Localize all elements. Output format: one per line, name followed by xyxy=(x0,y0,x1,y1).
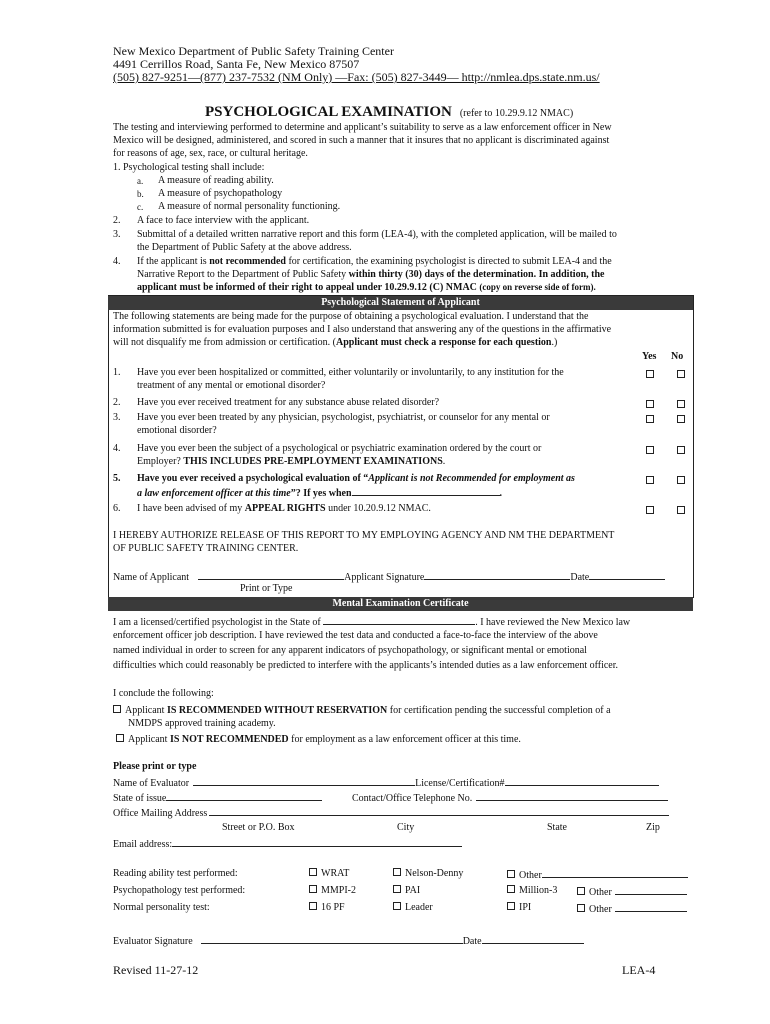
checkbox[interactable] xyxy=(309,868,317,876)
reading-test-label: Reading ability test performed: xyxy=(113,868,238,879)
req-3-cont: the Department of Public Safety at the above address. xyxy=(137,242,352,253)
req-4-cont: Narrative Report to the Department of Public Safety within thirty (30) days of the determination. In addition, the xyxy=(137,269,605,280)
mmpi-option[interactable]: MMPI-2 xyxy=(309,885,356,896)
req-1: 1. Psychological testing shall include: xyxy=(113,162,265,173)
conclude-label: I conclude the following: xyxy=(113,688,214,699)
req-1c: A measure of normal personality functioning. xyxy=(158,201,341,212)
q5-no-checkbox[interactable] xyxy=(677,476,685,484)
org-address: 4491 Cerrillos Road, Santa Fe, New Mexico 87507 xyxy=(113,57,360,71)
statement-text: information submitted is for evaluation purposes and I also understand that answering any of the questions in the affirmative xyxy=(113,324,612,335)
q4-yes-checkbox[interactable] xyxy=(646,446,654,454)
checkbox[interactable] xyxy=(507,885,515,893)
personality-other-option[interactable]: Other xyxy=(577,902,687,915)
address-field[interactable] xyxy=(209,806,669,816)
checkbox[interactable] xyxy=(507,902,515,910)
question-5-cont: a law enforcement officer at this time”? If yes when . xyxy=(137,488,503,499)
req-4: If the applicant is not recommended for certification, the examining psychologist is directed to submit LEA-4 and the xyxy=(137,256,612,267)
certificate-heading: Mental Examination Certificate xyxy=(108,597,693,611)
intro-line: The testing and interviewing performed to determine and applicant’s suitability to serve as a law enforcement officer in New xyxy=(113,122,612,133)
req-2: A face to face interview with the applicant. xyxy=(137,215,310,226)
question-4-cont: Employer? THIS INCLUDES PRE-EMPLOYMENT EXAMINATIONS. xyxy=(137,456,446,467)
q-num: 2. xyxy=(113,397,121,408)
req-letter: c. xyxy=(137,202,144,212)
q3-no-checkbox[interactable] xyxy=(677,415,685,423)
license-number-field[interactable] xyxy=(505,776,659,786)
personality-test-label: Normal personality test: xyxy=(113,902,210,913)
question-2: Have you ever received treatment for any substance abuse related disorder? xyxy=(137,397,440,408)
q1-yes-checkbox[interactable] xyxy=(646,370,654,378)
q4-no-checkbox[interactable] xyxy=(677,446,685,454)
cert-line: I am a licensed/certified psychologist in the State of . I have reviewed the New Mexico law xyxy=(113,617,631,628)
psycho-other-option[interactable]: Other xyxy=(577,885,687,898)
16pf-option[interactable]: 16 PF xyxy=(309,902,345,913)
q-num: 1. xyxy=(113,367,121,378)
recommended-checkbox[interactable] xyxy=(113,705,121,713)
form-number: LEA-4 xyxy=(622,963,656,977)
q5-yes-checkbox[interactable] xyxy=(646,476,654,484)
intro-line: for reasons of age, sex, race, or cultural heritage. xyxy=(113,148,308,159)
checkbox[interactable] xyxy=(393,902,401,910)
q1-no-checkbox[interactable] xyxy=(677,370,685,378)
req-letter: b. xyxy=(137,189,144,199)
statement-text: The following statements are being made for the purpose of obtaining a psychological evaluation. I understand that the xyxy=(113,311,589,322)
question-4: Have you ever been the subject of a psychological or psychiatric examination ordered by the court or xyxy=(137,443,542,454)
state-issue-field[interactable] xyxy=(166,791,322,801)
title-ref: (refer to 10.29.9.12 NMAC) xyxy=(459,108,574,119)
ipi-option[interactable]: IPI xyxy=(507,902,531,913)
zip-label: Zip xyxy=(646,822,660,833)
checkbox[interactable] xyxy=(507,870,515,878)
cert-line: named individual in order to screen for any apparent indicators of psychopathology, or significant mental or emotional xyxy=(113,645,587,656)
email-row: Email address: xyxy=(113,837,462,850)
no-header: No xyxy=(671,351,684,362)
phone-field[interactable] xyxy=(476,791,668,801)
million-option[interactable]: Million-3 xyxy=(507,885,557,896)
phone-row: Contact/Office Telephone No. xyxy=(352,791,668,804)
yes-header: Yes xyxy=(642,351,657,362)
applicant-name-field[interactable] xyxy=(198,570,344,580)
not-recommended-checkbox[interactable] xyxy=(116,734,124,742)
checkbox[interactable] xyxy=(577,887,585,895)
state-label: State xyxy=(547,822,567,833)
applicant-date-field[interactable] xyxy=(589,570,665,580)
req-letter: a. xyxy=(137,176,144,186)
personality-other-field[interactable] xyxy=(615,902,687,912)
q2-yes-checkbox[interactable] xyxy=(646,400,654,408)
question-6: I have been advised of my APPEAL RIGHTS under 10.20.9.12 NMAC. xyxy=(137,503,431,514)
q2-no-checkbox[interactable] xyxy=(677,400,685,408)
authorization-text: OF PUBLIC SAFETY TRAINING CENTER. xyxy=(113,543,299,554)
org-name: New Mexico Department of Public Safety Training Center xyxy=(113,44,394,58)
q6-no-checkbox[interactable] xyxy=(677,506,685,514)
print-type-label: Print or Type xyxy=(240,583,293,594)
q3-yes-checkbox[interactable] xyxy=(646,415,654,423)
q-num: 6. xyxy=(113,503,121,514)
req-num: 3. xyxy=(113,229,121,240)
recommended-option[interactable]: Applicant IS RECOMMENDED WITHOUT RESERVATION for certification pending the successful completion of a xyxy=(113,705,611,716)
q-num: 4. xyxy=(113,443,121,454)
address-row: Office Mailing Address xyxy=(113,806,669,819)
nelson-denny-option[interactable]: Nelson-Denny xyxy=(393,868,463,879)
recommended-option-cont: NMDPS approved training academy. xyxy=(128,718,276,729)
reading-other-field[interactable] xyxy=(542,868,688,878)
req-4-appeal: applicant must be informed of their right to appeal under 10.29.9.12 (C) NMAC (copy on reverse side of form). xyxy=(137,282,596,293)
section-border xyxy=(693,295,694,598)
evaluator-signature-field[interactable] xyxy=(201,934,463,944)
q5-when-field[interactable] xyxy=(352,486,500,496)
question-3: Have you ever been treated by any physician, psychologist, psychiatrist, or counselor for any mental or xyxy=(137,412,550,423)
form-title xyxy=(205,103,573,121)
evaluator-name-row: Name of Evaluator License/Certification# xyxy=(113,776,659,789)
question-1-cont: treatment of any mental or emotional disorder? xyxy=(137,380,326,391)
section-border xyxy=(108,295,109,598)
req-1a: A measure of reading ability. xyxy=(158,175,274,186)
psycho-other-field[interactable] xyxy=(615,885,687,895)
evaluator-date-field[interactable] xyxy=(482,934,584,944)
q-num: 3. xyxy=(113,412,121,423)
city-label: City xyxy=(397,822,415,833)
cert-line: enforcement officer job description. I have reviewed the test data and conducted a face-to-face the interview of the above xyxy=(113,630,598,641)
pai-option[interactable]: PAI xyxy=(393,885,420,896)
req-1b: A measure of psychopathology xyxy=(158,188,283,199)
revised-date: Revised 11-27-12 xyxy=(113,963,199,977)
psychopathology-test-label: Psychopathology test performed: xyxy=(113,885,246,896)
applicant-signature-field[interactable] xyxy=(424,570,570,580)
evaluator-signature-row: Evaluator Signature Date xyxy=(113,934,584,947)
q6-yes-checkbox[interactable] xyxy=(646,506,654,514)
authorization-text: I HEREBY AUTHORIZE RELEASE OF THIS REPORT TO MY EMPLOYING AGENCY AND NM THE DEPARTMENT xyxy=(113,530,615,541)
question-5: Have you ever received a psychological evaluation of “Applicant is not Recommended for employment as xyxy=(137,473,575,484)
title-main: PSYCHOLOGICAL EXAMINATION xyxy=(205,104,452,120)
statement-text: will not disqualify me from admission or certification. (Applicant must check a response for each question.) xyxy=(113,337,558,348)
statement-heading: Psychological Statement of Applicant xyxy=(108,296,693,310)
req-num: 4. xyxy=(113,256,121,267)
reading-other-option[interactable]: Other xyxy=(507,868,688,881)
street-label: Street or P.O. Box xyxy=(222,822,295,833)
q-num: 5. xyxy=(113,473,121,484)
question-1: Have you ever been hospitalized or committed, either voluntarily or involuntarily, to any institution for the xyxy=(137,367,564,378)
applicant-line: Name of Applicant Applicant Signature Date xyxy=(113,570,665,583)
question-3-cont: emotional disorder? xyxy=(137,425,217,436)
req-3: Submittal of a detailed written narrative report and this form (LEA-4), with the completed application, will be mailed to xyxy=(137,229,617,240)
email-field[interactable] xyxy=(172,837,462,847)
leader-option[interactable]: Leader xyxy=(393,902,433,913)
cert-line: difficulties which could reasonably be predicted to interfere with the applicants’s intended duties as a law enforcement officer. xyxy=(113,660,619,671)
not-recommended-option[interactable]: Applicant IS NOT RECOMMENDED for employment as a law enforcement officer at this time. xyxy=(116,734,521,745)
print-heading: Please print or type xyxy=(113,761,197,772)
checkbox[interactable] xyxy=(577,904,585,912)
evaluator-name-field[interactable] xyxy=(193,776,415,786)
license-state-field[interactable] xyxy=(323,615,475,625)
intro-line: Mexico will be designed, administered, and scored in such a manner that it insures that no applicant is discriminated against xyxy=(113,135,610,146)
req-num: 2. xyxy=(113,215,121,226)
org-contact-link[interactable]: (505) 827-9251—(877) 237-7532 (NM Only) —Fax: (505) 827-3449— http://nmlea.dps.state.nm.us/ xyxy=(113,70,600,84)
state-issue-row: State of issue xyxy=(113,791,322,804)
checkbox[interactable] xyxy=(393,868,401,876)
checkbox[interactable] xyxy=(309,902,317,910)
checkbox[interactable] xyxy=(309,885,317,893)
wrat-option[interactable]: WRAT xyxy=(309,868,349,879)
checkbox[interactable] xyxy=(393,885,401,893)
